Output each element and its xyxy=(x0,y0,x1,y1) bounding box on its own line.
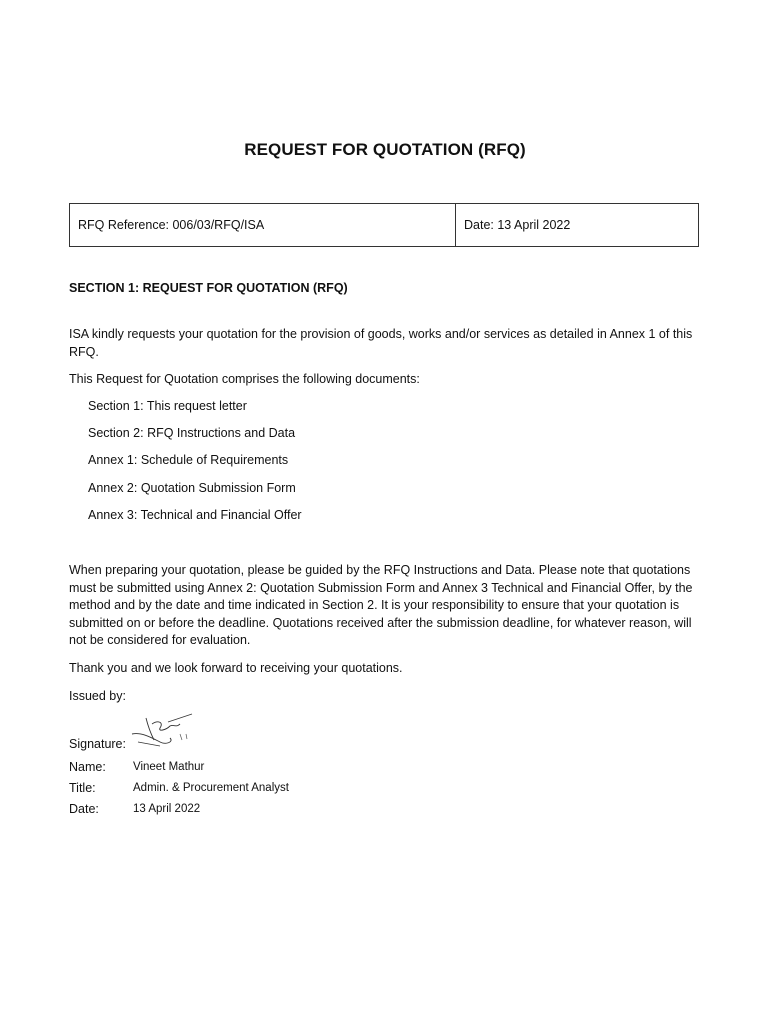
signatory-date: 13 April 2022 xyxy=(133,803,201,815)
guidance-paragraph: When preparing your quotation, please be guided by the RFQ Instructions and Data. Please note that quotations must be submitted using Annex 2: Quotation Submission Form and Annex 3 Technical and Financial Offer, by the method and by the date and time indicated in Section 2. It is your responsibility to ensure that your quotation is submitted on or before the deadline. Quotations received after the submission deadline, for whatever reason, will not be considered for evaluation. xyxy=(69,563,693,647)
issued-by-label: Issued by: xyxy=(69,689,126,703)
document-list-item: Annex 2: Quotation Submission Form xyxy=(88,481,296,495)
document-list-item: Section 1: This request letter xyxy=(88,399,247,413)
documents-intro: This Request for Quotation comprises the following documents: xyxy=(69,372,420,386)
reference-table xyxy=(69,203,699,247)
date-label: Date: xyxy=(69,802,99,816)
signature-label: Signature: xyxy=(69,737,126,751)
document-list-item: Annex 3: Technical and Financial Offer xyxy=(88,508,302,522)
name-label: Name: xyxy=(69,760,106,774)
document-list-item: Section 2: RFQ Instructions and Data xyxy=(88,426,296,440)
rfq-date-cell: Date: 13 April 2022 xyxy=(464,218,571,232)
thanks-line: Thank you and we look forward to receiving your quotations. xyxy=(69,661,403,675)
signatory-title: Admin. & Procurement Analyst xyxy=(133,782,289,794)
intro-paragraph: ISA kindly requests your quotation for the provision of goods, works and/or services as detailed in Annex 1 of this RFQ. xyxy=(69,327,693,359)
signatory-name: Vineet Mathur xyxy=(133,761,205,773)
title-label: Title: xyxy=(69,781,96,795)
document-list-item: Annex 1: Schedule of Requirements xyxy=(88,453,289,467)
rfq-reference-cell: RFQ Reference: 006/03/RFQ/ISA xyxy=(70,204,456,246)
handwritten-signature xyxy=(130,712,194,752)
section-heading: SECTION 1: REQUEST FOR QUOTATION (RFQ) xyxy=(69,281,348,295)
document-title: REQUEST FOR QUOTATION (RFQ) xyxy=(244,140,526,159)
